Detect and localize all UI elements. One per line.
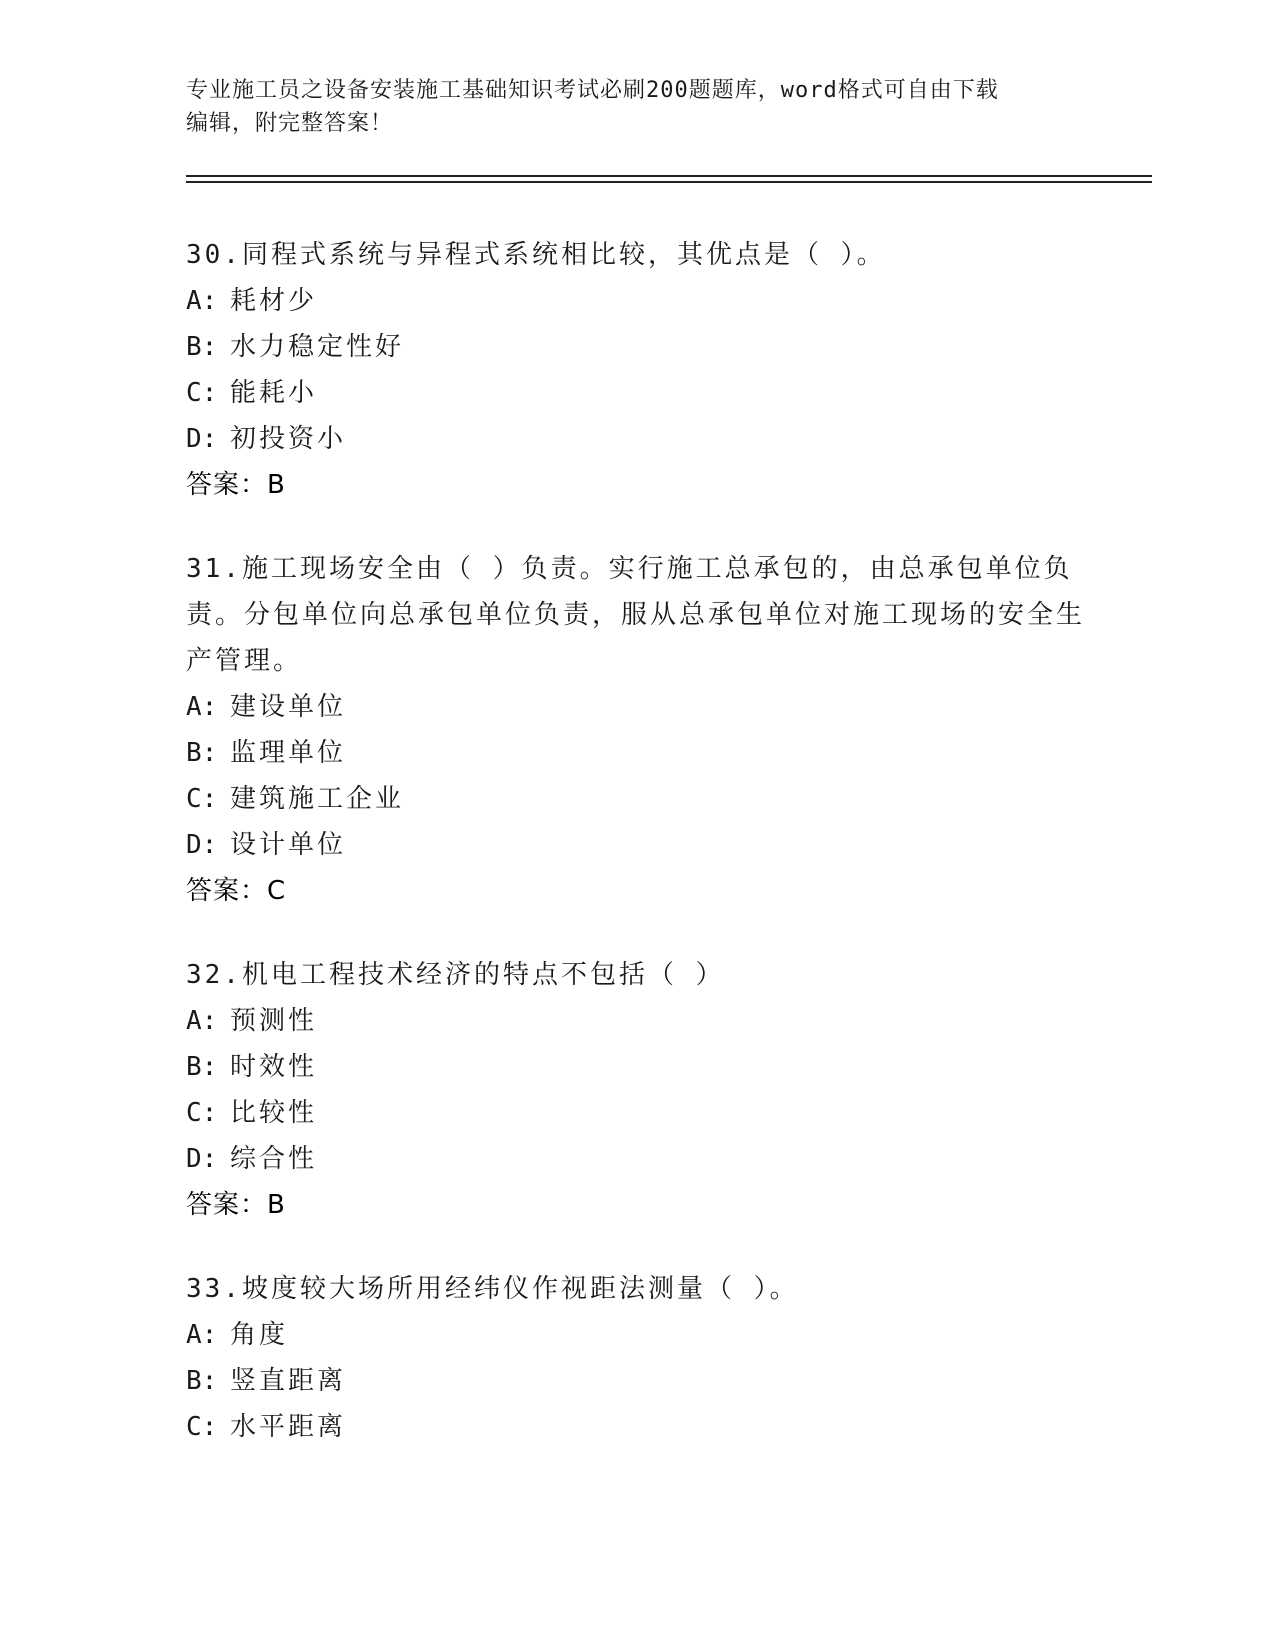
option-letter: A:	[186, 692, 218, 722]
header-divider-bottom	[186, 181, 1152, 183]
option-a	[186, 1312, 1086, 1358]
question-30	[186, 232, 1086, 508]
question-stem: 30.同程式系统与异程式系统相比较，其优点是（ ）。	[186, 240, 886, 270]
question-stem: 33.坡度较大场所用经纬仪作视距法测量（ ）。	[186, 1274, 799, 1304]
option-a	[186, 998, 1086, 1044]
option-a	[186, 684, 1086, 730]
option-letter: A:	[186, 286, 218, 316]
option-text: 建设单位	[230, 692, 347, 722]
option-text: 耗材少	[230, 286, 318, 316]
question-33	[186, 1266, 1086, 1450]
option-text: 时效性	[230, 1052, 318, 1082]
answer-line: 答案：B	[186, 1190, 286, 1220]
option-b	[186, 1358, 1086, 1404]
option-c	[186, 1404, 1086, 1450]
option-text: 监理单位	[230, 738, 347, 768]
question-list	[186, 232, 1086, 1488]
option-letter: C:	[186, 1412, 218, 1442]
option-b	[186, 1044, 1086, 1090]
option-b	[186, 324, 1086, 370]
option-text: 初投资小	[230, 424, 347, 454]
question-32	[186, 952, 1086, 1228]
option-text: 角度	[230, 1320, 289, 1350]
header-line-1: 专业施工员之设备安装施工基础知识考试必刷200题题库，word格式可自由下载	[186, 78, 999, 103]
header-line-2: 编辑，附完整答案！	[186, 111, 394, 136]
option-letter: C:	[186, 378, 218, 408]
option-list	[186, 684, 1086, 868]
option-c	[186, 776, 1086, 822]
option-d	[186, 822, 1086, 868]
option-text: 预测性	[230, 1006, 318, 1036]
option-letter: C:	[186, 1098, 218, 1128]
option-letter: B:	[186, 1052, 218, 1082]
option-letter: A:	[186, 1006, 218, 1036]
option-text: 水力稳定性好	[230, 332, 405, 362]
option-letter: B:	[186, 1366, 218, 1396]
document-header	[186, 74, 1066, 140]
option-letter: B:	[186, 738, 218, 768]
option-text: 设计单位	[230, 830, 347, 860]
option-list	[186, 278, 1086, 462]
answer-line: 答案：C	[186, 876, 287, 906]
option-list	[186, 1312, 1086, 1450]
option-letter: B:	[186, 332, 218, 362]
question-31	[186, 546, 1086, 914]
option-a	[186, 278, 1086, 324]
option-letter: C:	[186, 784, 218, 814]
header-divider-top	[186, 175, 1152, 177]
option-letter: A:	[186, 1320, 218, 1350]
option-text: 综合性	[230, 1144, 318, 1174]
option-text: 建筑施工企业	[230, 784, 405, 814]
option-text: 比较性	[230, 1098, 318, 1128]
option-b	[186, 730, 1086, 776]
option-letter: D:	[186, 1144, 218, 1174]
option-text: 水平距离	[230, 1412, 347, 1442]
answer-line: 答案：B	[186, 470, 286, 500]
question-stem: 32.机电工程技术经济的特点不包括（ ）	[186, 960, 725, 990]
option-list	[186, 998, 1086, 1182]
option-c	[186, 1090, 1086, 1136]
question-stem: 31.施工现场安全由（ ）负责。实行施工总承包的，由总承包单位负责。分包单位向总承包单位负责，服从总承包单位对施工现场的安全生产管理。	[186, 554, 1086, 676]
option-text: 竖直距离	[230, 1366, 347, 1396]
option-d	[186, 1136, 1086, 1182]
option-text: 能耗小	[230, 378, 318, 408]
option-c	[186, 370, 1086, 416]
option-d	[186, 416, 1086, 462]
option-letter: D:	[186, 830, 218, 860]
option-letter: D:	[186, 424, 218, 454]
